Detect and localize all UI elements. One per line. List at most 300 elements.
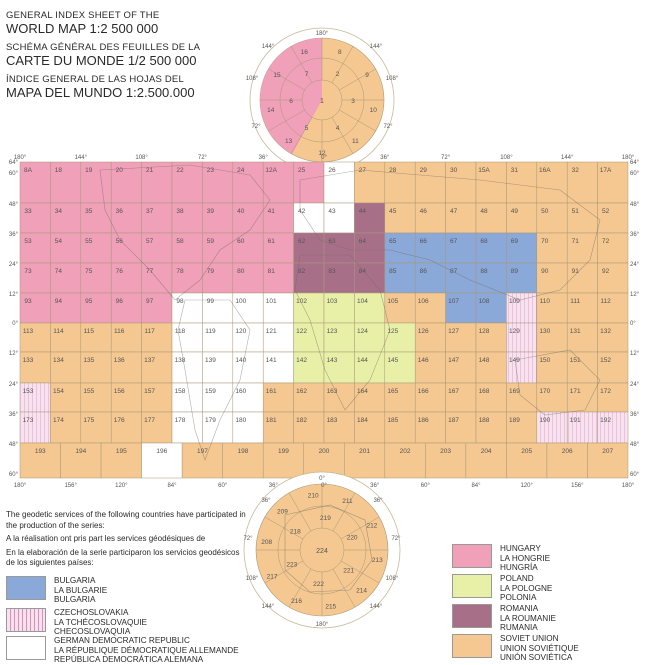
title-en-small: GENERAL INDEX SHEET OF THE [6, 10, 160, 21]
sheet-number: 91 [571, 268, 579, 275]
sheet-number: 54 [54, 238, 63, 245]
legend-en: CZECHOSLOVAKIA [54, 608, 129, 617]
sheet-number: 36 [115, 208, 123, 215]
longitude-label: 0° [321, 483, 327, 489]
legend-es: CHECOSLOVAQUIA [54, 627, 131, 636]
sheet-number: 51 [571, 208, 579, 215]
latitude-label: 48° [630, 202, 640, 208]
sheet-number: 219 [320, 515, 331, 523]
sheet-number: 60 [237, 238, 245, 245]
longitude-label: 120° [115, 483, 128, 489]
sheet-number: 86 [419, 268, 427, 275]
sheet-number: 224 [316, 548, 328, 555]
sheet-number: 67 [449, 238, 458, 245]
south-pole-label: 0° [319, 476, 325, 482]
sheet-number: 137 [144, 357, 156, 364]
sheet-number: 222 [313, 580, 324, 588]
sheet-number: 214 [356, 587, 368, 595]
sheet-number: 121 [265, 328, 277, 335]
sheet-number: 62 [297, 238, 306, 245]
south-pole-inset [243, 472, 401, 628]
sheet-number: 43 [328, 208, 336, 215]
sheet-number: 148 [478, 357, 490, 364]
sheet-number: 47 [449, 208, 458, 215]
latitude-label: 24° [8, 382, 18, 388]
sheet-number: 12A [265, 167, 277, 174]
swatch-gdr [6, 636, 46, 660]
sheet-number: 198 [237, 448, 249, 455]
sheet-number: 213 [371, 556, 383, 564]
sheet-number: 40 [237, 208, 245, 215]
sheet-number: 147 [448, 357, 460, 364]
sheet-number: 165 [387, 388, 399, 395]
sheet-number: 193 [34, 448, 46, 455]
sheet-number: 26 [328, 167, 336, 174]
legend-es: HUNGRÍA [500, 563, 538, 572]
sheet-number: 11 [352, 137, 359, 145]
sheet-number: 207 [602, 448, 614, 455]
sheet-number: 200 [318, 448, 330, 455]
sheet-number: 161 [265, 388, 277, 395]
sheet-number: 6 [289, 98, 293, 105]
longitude-label: 84° [167, 483, 177, 489]
sheet-number: 25 [297, 167, 306, 174]
title-es-small: ÍNDICE GENERAL DE LAS HOJAS DEL [6, 74, 184, 85]
sheet-number: 199 [278, 448, 289, 455]
sheet-number: 223 [286, 561, 298, 569]
legend-en: ROMANIA [500, 604, 539, 613]
longitude-label: 60° [218, 483, 228, 489]
sheet-number: 218 [289, 528, 301, 536]
north-pole-label: 144° [261, 44, 275, 50]
latitude-label: 48° [8, 202, 18, 208]
sheet-number: 124 [356, 328, 368, 335]
north-pole-label: 72° [251, 124, 261, 130]
sheet-number: 210 [307, 492, 319, 500]
sheet-number: 111 [570, 298, 581, 305]
sheet-number: 129 [508, 328, 520, 335]
legend-en: POLAND [500, 574, 534, 583]
sheet-number: 78 [176, 268, 184, 275]
sheet-number: 27 [358, 167, 367, 174]
sheet-number: 112 [600, 298, 611, 305]
sheet-number: 23 [206, 167, 215, 174]
sheet-number: 118 [174, 328, 186, 335]
sheet-number: 100 [235, 298, 247, 305]
sheet-number: 8A [24, 167, 32, 174]
sheet-number: 104 [356, 298, 368, 305]
legend-poland [452, 574, 552, 603]
sheet-number: 140 [235, 357, 247, 364]
legend-bulgaria [6, 576, 107, 605]
sheet-number: 171 [569, 388, 581, 395]
longitude-label: 36° [258, 155, 268, 161]
sheet-number: 50 [541, 208, 549, 215]
sheet-number: 142 [296, 357, 308, 364]
legend-es: POLONIA [500, 593, 537, 602]
longitude-label: 0° [321, 155, 327, 161]
sheet-number: 188 [478, 417, 490, 424]
sheet-number: 103 [326, 298, 338, 305]
sheet-number: 179 [204, 417, 216, 424]
north-pole-label: 108° [245, 76, 259, 82]
sheet-number: 57 [145, 238, 154, 245]
legend-fr: LA BULGARIE [54, 585, 108, 595]
sheet-number: 66 [419, 238, 427, 245]
sheet-number: 19 [85, 167, 93, 174]
longitude-label: 180° [621, 483, 635, 489]
sheet-number: 194 [75, 448, 87, 455]
sheet-number: 94 [54, 298, 63, 305]
north-pole-label: 108° [385, 76, 399, 82]
sheet-number: 115 [83, 328, 94, 335]
sheet-number: 10 [369, 107, 377, 115]
sheet-number: 205 [521, 448, 533, 455]
longitude-label: 144° [560, 155, 574, 161]
latitude-label: 48° [8, 442, 18, 448]
sheet-number: 150 [539, 357, 551, 364]
sheet-number: 212 [366, 522, 378, 530]
sheet-number: 69 [510, 238, 519, 245]
sheet-number: 211 [342, 498, 353, 506]
sheet-number: 216 [291, 597, 303, 605]
sheet-number: 74 [54, 268, 63, 275]
south-pole-label: 72° [243, 536, 253, 542]
sheet-number: 139 [204, 357, 216, 364]
sheet-number: 12 [318, 150, 326, 157]
legend-en: HUNGARY [500, 544, 541, 553]
sheet-number: 184 [356, 417, 368, 424]
sheet-number: 5 [304, 124, 309, 132]
sheet-number: 41 [267, 208, 275, 215]
sheet-number: 149 [508, 357, 520, 364]
latitude-label: 36° [8, 232, 18, 238]
sheet-number: 127 [448, 328, 460, 335]
sheet-number: 135 [83, 357, 95, 364]
longitude-label: 72° [441, 155, 451, 161]
sheet-number: 187 [448, 417, 460, 424]
sheet-number: 138 [174, 357, 186, 364]
sheet-number: 170 [539, 388, 551, 395]
sheet-number: 201 [359, 448, 370, 455]
legend-es: RUMANIA [500, 623, 538, 632]
sheet-number: 61 [267, 238, 275, 245]
south-pole-label: 144° [369, 604, 383, 610]
sheet-number: 185 [387, 417, 399, 424]
sheet-number: 174 [52, 417, 64, 424]
sheet-number: 80 [237, 268, 245, 275]
sheet-number: 217 [266, 573, 278, 581]
sheet-number: 16 [300, 49, 308, 57]
sheet-number: 49 [510, 208, 519, 215]
sheet-number: 162 [296, 388, 308, 395]
sheet-number: 30 [449, 167, 458, 174]
latitude-label: 12° [630, 351, 640, 357]
sheet-number: 99 [206, 298, 215, 305]
longitude-label: 84° [471, 483, 481, 489]
sheet-number: 209 [276, 508, 288, 516]
latitude-label: 36° [8, 412, 18, 418]
sheet-number: 175 [83, 417, 95, 424]
sheet-number: 48 [480, 208, 488, 215]
longitude-label: 156° [571, 483, 584, 489]
sheet-number: 176 [113, 417, 125, 424]
longitude-label: 36° [380, 155, 390, 161]
latitude-label: 60° [8, 472, 18, 478]
longitude-label: 144° [74, 155, 88, 161]
south-pole-label: 108° [385, 576, 399, 582]
sheet-number: 95 [85, 298, 93, 305]
sheet-number: 159 [204, 388, 216, 395]
north-pole-label: 144° [369, 44, 383, 50]
sheet-number: 117 [144, 328, 155, 335]
sheet-number: 221 [343, 567, 355, 575]
sheet-number: 116 [114, 328, 125, 335]
latitude-label: 60° [630, 171, 640, 177]
legend-czechoslovakia [6, 608, 147, 637]
swatch-romania [452, 604, 492, 628]
sheet-number: 204 [480, 448, 492, 455]
legend-fr: UNION SOVIÉTIQUE [500, 643, 579, 653]
sheet-number: 136 [113, 357, 125, 364]
sheet-number: 120 [235, 328, 247, 335]
north-pole-label: 72° [383, 124, 393, 130]
sheet-number: 85 [389, 268, 397, 275]
sheet-number: 1 [320, 98, 324, 105]
sheet-number: 56 [115, 238, 123, 245]
legend-en: BULGARIA [54, 576, 96, 585]
sheet-number: 52 [601, 208, 610, 215]
sheet-number: 46 [419, 208, 427, 215]
latitude-label: 36° [630, 232, 640, 238]
north-pole-label: 180° [315, 31, 329, 37]
south-pole-label: 36° [261, 498, 271, 504]
title-fr-big: CARTE DU MONDE 1/2 500 000 [6, 53, 197, 68]
sheet-number: 89 [510, 268, 519, 275]
sheet-number: 37 [145, 208, 154, 215]
sheet-number: 133 [22, 357, 34, 364]
sheet-number: 196 [156, 448, 168, 455]
sheet-number: 87 [449, 268, 458, 275]
latitude-label: 64° [630, 160, 640, 166]
latitude-label: 36° [630, 412, 640, 418]
legend-es: BULGARIA [54, 595, 96, 604]
swatch-czechoslovakia [6, 608, 46, 632]
sheet-number: 158 [174, 388, 186, 395]
sheet-number: 167 [448, 388, 460, 395]
latitude-label: 24° [8, 262, 18, 268]
sheet-number: 14 [267, 107, 275, 115]
sheet-number: 178 [174, 417, 186, 424]
sheet-number: 106 [417, 298, 429, 305]
sheet-number: 55 [85, 238, 93, 245]
sheet-number: 169 [508, 388, 520, 395]
sheet-number: 108 [478, 298, 490, 305]
sheet-number: 128 [478, 328, 490, 335]
sheet-number: 93 [24, 298, 32, 305]
longitude-label: 72° [197, 155, 207, 161]
sheet-number: 164 [356, 388, 368, 395]
sheet-number: 68 [480, 238, 488, 245]
sheet-number: 82 [297, 268, 306, 275]
sheet-number: 177 [144, 417, 156, 424]
sheet-number: 21 [145, 167, 154, 174]
sheet-number: 63 [328, 238, 336, 245]
sheet-number: 24 [237, 167, 245, 174]
sheet-number: 154 [52, 388, 64, 395]
sheet-number: 73 [24, 268, 32, 275]
longitude-label: 120° [520, 483, 533, 489]
sheet-number: 131 [569, 328, 581, 335]
sheet-number: 92 [601, 268, 610, 275]
sheet-number: 15A [478, 167, 490, 174]
sheet-number: 155 [83, 388, 95, 395]
sheet-number: 163 [326, 388, 338, 395]
sheet-number: 8 [337, 49, 342, 57]
sheet-number: 44 [358, 208, 367, 215]
legend-es: UNIÓN SOVIÉTICA [500, 653, 573, 662]
sheet-number: 71 [571, 238, 579, 245]
sheet-number: 17A [599, 167, 612, 174]
sheet-number: 64 [358, 238, 367, 245]
latitude-label: 24° [630, 262, 640, 268]
sheet-number: 110 [539, 298, 550, 305]
sheet-number: 77 [145, 268, 154, 275]
legend-fr: LA HONGRIE [500, 553, 551, 563]
swatch-soviet-union [452, 634, 492, 658]
sheet-number: 220 [346, 534, 358, 542]
sheet-number: 79 [206, 268, 215, 275]
legend-fr: LA TCHÉCOSLOVAQUIE [54, 617, 147, 627]
latitude-label: 48° [630, 442, 640, 448]
sheet-number: 152 [600, 357, 612, 364]
sheet-number: 98 [176, 298, 184, 305]
sheet-number: 173 [22, 417, 34, 424]
sheet-number: 105 [387, 298, 399, 305]
sheet-number: 28 [389, 167, 397, 174]
sheet-number: 109 [508, 298, 520, 305]
sheet-number: 96 [115, 298, 123, 305]
sheet-number: 160 [235, 388, 247, 395]
sheet-number: 34 [54, 208, 63, 215]
longitude-label: 60° [420, 483, 430, 489]
south-pole-label: 36° [373, 498, 383, 504]
sheet-number: 59 [206, 238, 215, 245]
sheet-number: 18 [54, 167, 63, 174]
sheet-number: 181 [265, 417, 277, 424]
sheet-number: 7 [304, 71, 309, 79]
sheet-number: 182 [296, 417, 308, 424]
legend-en: GERMAN DEMOCRATIC REPUBLIC [54, 636, 190, 645]
sheet-number: 157 [144, 388, 156, 395]
sheet-number: 88 [480, 268, 488, 275]
legend-fr: LA RÉPUBLIQUE DÉMOCRATIQUE ALLEMANDE [54, 645, 239, 655]
legend-soviet-union [452, 634, 579, 663]
longitude-label: 180° [621, 155, 635, 161]
sheet-number: 134 [52, 357, 64, 364]
sheet-number: 130 [539, 328, 551, 335]
sheet-number: 72 [601, 238, 610, 245]
sheet-number: 84 [358, 268, 367, 275]
longitude-label: 108° [500, 155, 513, 161]
intro-fr: A la réalisation ont pris part les services géodésiques de [6, 534, 206, 543]
title-en-big: WORLD MAP 1:2 500 000 [6, 21, 159, 36]
sheet-number: 215 [325, 603, 337, 611]
sheet-number: 39 [206, 208, 215, 215]
latitude-label: 12° [630, 292, 640, 298]
sheet-number: 195 [115, 448, 127, 455]
sheet-number: 186 [417, 417, 429, 424]
sheet-number: 4 [335, 124, 340, 132]
title-fr-small: SCHÉMA GÉNÉRAL DES FEUILLES DE LA [6, 42, 201, 53]
sheet-number: 189 [508, 417, 520, 424]
legend-es: REPÚBLICA DEMOCRÁTICA ALEMANA [54, 655, 204, 664]
sheet-number: 208 [261, 539, 273, 547]
legend-gdr [6, 636, 239, 665]
sheet-number: 29 [419, 167, 427, 174]
sheet-number: 146 [417, 357, 429, 364]
sheet-number: 90 [541, 268, 549, 275]
sheet-number: 202 [399, 448, 411, 455]
sheet-number: 76 [115, 268, 123, 275]
sheet-number: 192 [600, 417, 612, 424]
intro-en: The geodetic services of the following countries have participated in the production of the series: [6, 510, 246, 530]
main-sheet-grid [20, 162, 628, 478]
sheet-number: 190 [539, 417, 551, 424]
sheet-number: 65 [389, 238, 397, 245]
south-pole-label: 144° [261, 604, 275, 610]
sheet-number: 107 [448, 298, 460, 305]
sheet-number: 2 [335, 71, 340, 79]
sheet-number: 151 [569, 357, 581, 364]
sheet-number: 9 [365, 72, 369, 79]
legend-intro [6, 510, 246, 572]
sheet-number: 197 [196, 448, 208, 455]
sheet-number: 22 [176, 167, 184, 174]
longitude-label: 180° [13, 483, 27, 489]
latitude-label: 0° [12, 321, 18, 327]
latitude-label: 60° [8, 171, 18, 177]
swatch-hungary [452, 544, 492, 568]
intro-es: En la elaboración de la serie participaron los servicios geodésicos de los siguientes países: [6, 547, 240, 567]
sheet-number: 206 [561, 448, 573, 455]
legend-fr: LA ROUMANIE [500, 613, 556, 623]
sheet-number: 153 [22, 388, 34, 395]
sheet-number: 172 [600, 388, 612, 395]
sheet-number: 122 [296, 328, 308, 335]
legend-romania [452, 604, 556, 633]
sheet-number: 38 [176, 208, 184, 215]
legend-hungary [452, 544, 550, 573]
sheet-number: 102 [296, 298, 308, 305]
sheet-number: 31 [510, 167, 519, 174]
title-es-big: MAPA DEL MUNDO 1:2.500.000 [6, 85, 195, 100]
latitude-label: 12° [8, 292, 18, 298]
sheet-number: 53 [24, 238, 32, 245]
sheet-number: 114 [53, 328, 64, 335]
latitude-label: 0° [630, 321, 636, 327]
sheet-number: 81 [267, 268, 275, 275]
legend-fr: LA POLOGNE [500, 583, 553, 593]
sheet-number: 123 [326, 328, 338, 335]
south-pole-label: 180° [315, 622, 329, 628]
sheet-number: 42 [297, 208, 306, 215]
sheet-number: 33 [24, 208, 32, 215]
longitude-label: 36° [370, 483, 380, 489]
sheet-number: 83 [328, 268, 336, 275]
sheet-number: 141 [265, 357, 277, 364]
longitude-label: 180° [13, 155, 27, 161]
